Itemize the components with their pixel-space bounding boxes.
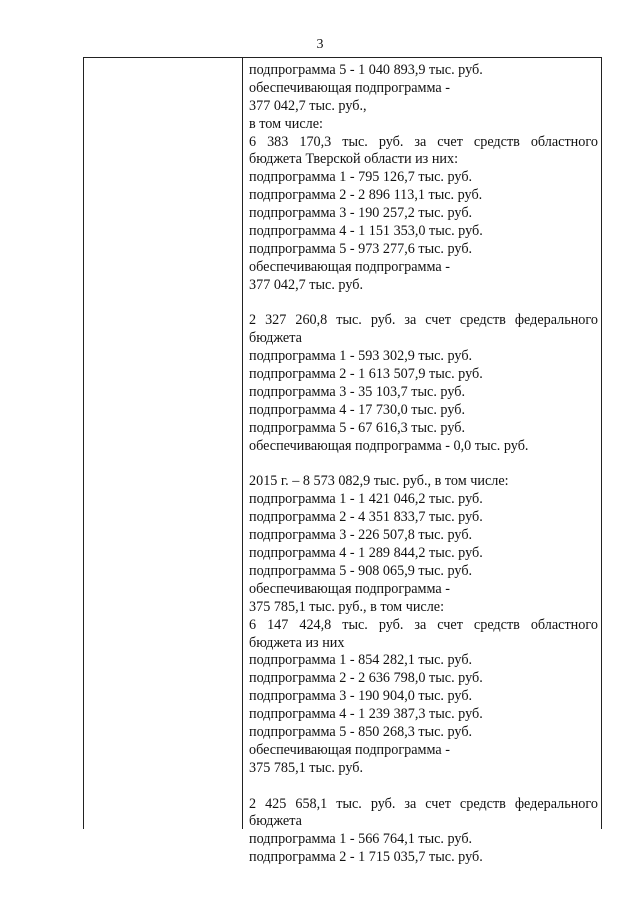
word: за (414, 133, 427, 150)
word: руб. (370, 312, 396, 329)
text-line: подпрограмма 2 - 2 636 798,0 тыс. руб. (249, 670, 483, 687)
text-line: 375 785,1 тыс. руб., в том числе: (249, 598, 445, 615)
text-line: подпрограмма 1 - 854 282,1 тыс. руб. (249, 652, 473, 669)
text-line: подпрограмма 2 - 2 896 113,1 тыс. руб. (249, 187, 483, 204)
text-line: подпрограмма 4 - 17 730,0 тыс. руб. (249, 401, 466, 418)
column-divider (242, 58, 243, 829)
word: средств (459, 795, 506, 812)
word: руб. (370, 795, 396, 812)
text-line: обеспечивающая подпрограмма - (249, 79, 450, 96)
text-line: подпрограмма 1 - 593 302,9 тыс. руб. (249, 348, 473, 365)
word: областного (530, 133, 598, 150)
text-line: бюджета (249, 330, 302, 347)
text-line (249, 796, 598, 814)
word: 6 (249, 616, 257, 633)
word: средств (473, 616, 520, 633)
word: руб. (378, 616, 404, 633)
word: федерального (514, 795, 598, 812)
text-line: обеспечивающая подпрограмма - (249, 258, 450, 275)
text-line: подпрограмма 5 - 67 616,3 тыс. руб. (249, 419, 466, 436)
text-line: обеспечивающая подпрограмма - (249, 741, 450, 758)
word: тыс. (336, 312, 362, 329)
text-line: подпрограмма 5 - 908 065,9 тыс. руб. (249, 562, 473, 579)
page-number: 3 (316, 37, 324, 52)
text-line: 377 042,7 тыс. руб. (249, 276, 363, 293)
word: 425 (265, 795, 287, 812)
text-line: бюджета Тверской области из них: (249, 151, 459, 168)
text-line: бюджета (249, 813, 302, 830)
word: средств (473, 133, 520, 150)
word: тыс. (342, 133, 368, 150)
word: 2 (249, 795, 257, 812)
word: 2 (249, 312, 257, 329)
text-line: подпрограмма 4 - 1 239 387,3 тыс. руб. (249, 706, 483, 723)
text-line: подпрограмма 3 - 190 257,2 тыс. руб. (249, 205, 473, 222)
text-line: подпрограмма 4 - 1 151 353,0 тыс. руб. (249, 223, 483, 240)
text-line: подпрограмма 5 - 1 040 893,9 тыс. руб. (249, 62, 483, 78)
text-line (249, 617, 598, 635)
word: 658,1 (295, 795, 328, 812)
text-line: подпрограмма 2 - 1 715 035,7 тыс. руб. (249, 849, 483, 866)
text-line (249, 312, 598, 330)
text-line: подпрограмма 1 - 1 421 046,2 тыс. руб. (249, 491, 483, 508)
text-line: 377 042,7 тыс. руб., (249, 97, 367, 114)
word: счет (425, 312, 451, 329)
document-table (83, 57, 602, 866)
text-line: 2015 г. – 8 573 082,9 тыс. руб., в том числе: (249, 473, 509, 490)
text-line: подпрограмма 5 - 973 277,6 тыс. руб. (249, 240, 473, 257)
text-line: подпрограмма 3 - 35 103,7 тыс. руб. (249, 384, 466, 401)
blank-line (249, 778, 598, 796)
word: областного (530, 616, 598, 633)
word: 327 (265, 312, 287, 329)
text-line: бюджета из них (249, 634, 345, 651)
word: 424,8 (299, 616, 332, 633)
word: средств (459, 312, 506, 329)
text-line: подпрограмма 5 - 850 268,3 тыс. руб. (249, 723, 473, 740)
word: за (404, 795, 417, 812)
word: за (404, 312, 417, 329)
text-line: подпрограмма 2 - 1 613 507,9 тыс. руб. (249, 366, 483, 383)
word: счет (437, 133, 463, 150)
word: 383 (267, 133, 289, 150)
word: счет (437, 616, 463, 633)
text-line: подпрограмма 2 - 4 351 833,7 тыс. руб. (249, 509, 483, 526)
word: федерального (514, 312, 598, 329)
text-line (249, 134, 598, 152)
word: 260,8 (295, 312, 328, 329)
word: за (414, 616, 427, 633)
word: руб. (378, 133, 404, 150)
word: тыс. (336, 795, 362, 812)
word: счет (425, 795, 451, 812)
text-line: подпрограмма 1 - 795 126,7 тыс. руб. (249, 169, 473, 186)
text-line: обеспечивающая подпрограмма - (249, 580, 450, 597)
text-line: подпрограмма 3 - 226 507,8 тыс. руб. (249, 527, 473, 544)
text-line: подпрограмма 3 - 190 904,0 тыс. руб. (249, 688, 473, 705)
blank-line (249, 295, 598, 313)
word: 6 (249, 133, 257, 150)
text-line: 375 785,1 тыс. руб. (249, 759, 363, 776)
word: 147 (267, 616, 289, 633)
text-line: подпрограмма 1 - 566 764,1 тыс. руб. (249, 831, 473, 848)
word: 170,3 (299, 133, 332, 150)
table-cell-financing (249, 62, 598, 867)
text-line: подпрограмма 4 - 1 289 844,2 тыс. руб. (249, 545, 483, 562)
word: тыс. (342, 616, 368, 633)
text-line: в том числе: (249, 115, 323, 132)
blank-line (249, 456, 598, 474)
text-line: обеспечивающая подпрограмма - 0,0 тыс. руб. (249, 437, 529, 454)
